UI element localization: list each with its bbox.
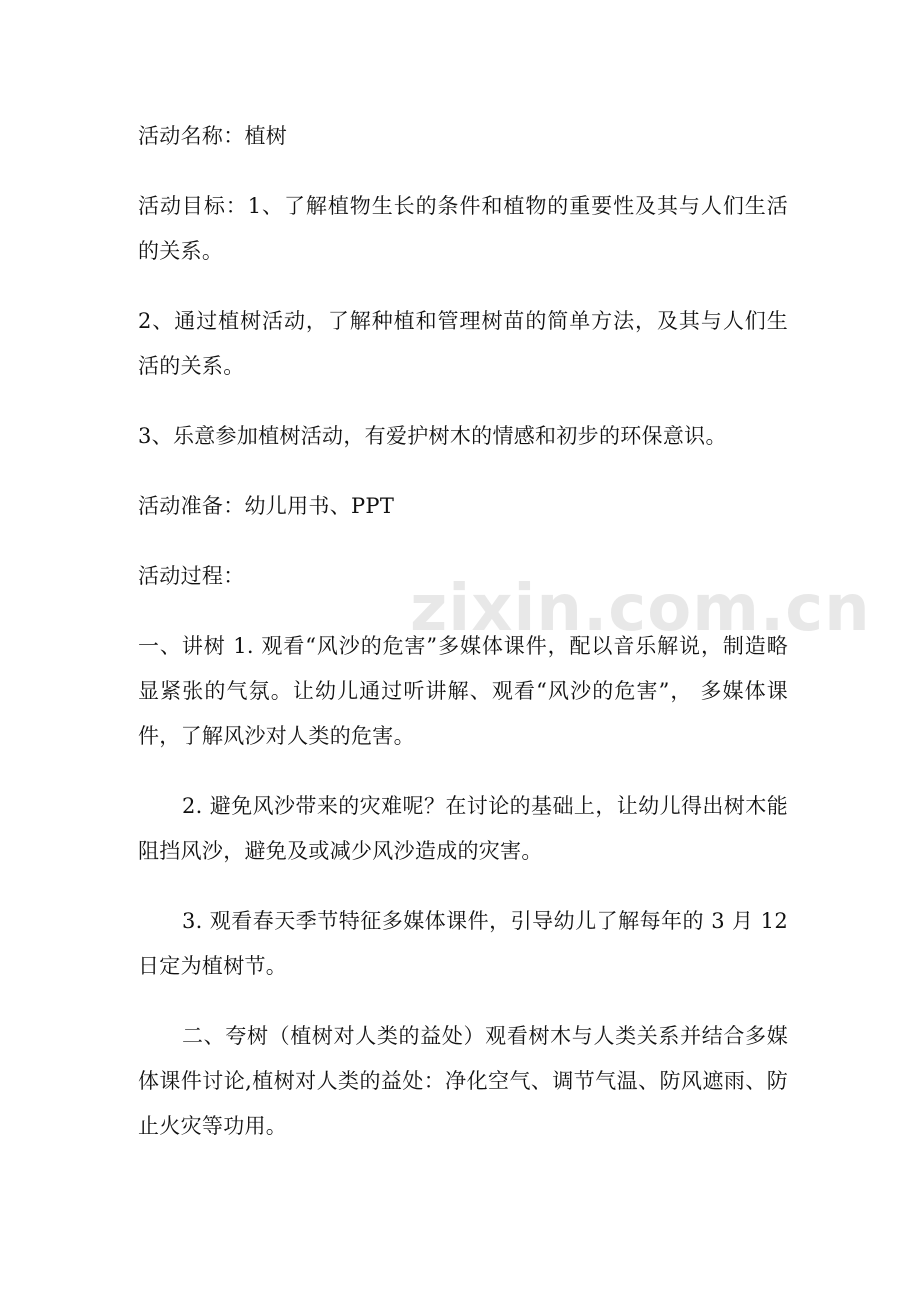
process-step-2: 2. 避免风沙带来的灾难呢？在讨论的基础上，让幼儿得出树木能阻挡风沙，避免及或减少风沙造成的灾害。	[138, 794, 788, 863]
activity-preparation: 活动准备：幼儿用书、PPT	[138, 494, 395, 518]
activity-goal-1: 活动目标：1、了解植物生长的条件和植物的重要性及其与人们生活的关系。	[138, 194, 788, 263]
activity-goal-3: 3、乐意参加植树活动，有爱护树木的情感和初步的环保意识。	[138, 424, 727, 448]
process-step-3: 3. 观看春天季节特征多媒体课件，引导幼儿了解每年的 3 月 12 日定为植树节。	[138, 909, 788, 978]
process-section-2: 二、夸树（植树对人类的益处）观看树木与人类关系并结合多媒体课件讨论,植树对人类的益处：净化空气、调节气温、防风遮雨、防止火灾等功用。	[138, 1024, 788, 1138]
watermark: zixin.com.cn	[410, 572, 871, 646]
activity-name: 活动名称：植树	[138, 124, 288, 148]
process-step-1: 一、讲树 1. 观看“风沙的危害”多媒体课件，配以音乐解说，制造略显紧张的气氛。让幼儿通过听讲解、观看“风沙的危害”， 多媒体课件，了解风沙对人类的危害。	[138, 634, 788, 748]
document-body	[138, 114, 788, 1174]
activity-goal-2: 2、通过植树活动，了解种植和管理树苗的简单方法，及其与人们生活的关系。	[138, 309, 788, 378]
activity-process-heading: 活动过程：	[138, 564, 245, 588]
